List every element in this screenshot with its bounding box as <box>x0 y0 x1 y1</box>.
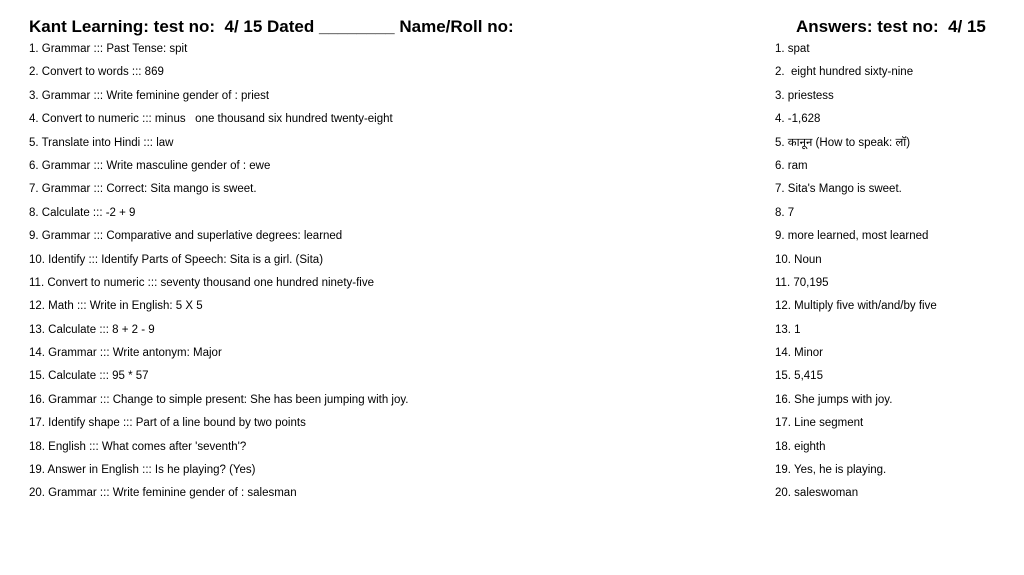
question-item: 9. Grammar ::: Comparative and superlative degrees: learned <box>29 230 343 243</box>
answer-item: 11. 70,195 <box>775 276 829 289</box>
question-item: 17. Identify shape ::: Part of a line bound by two points <box>29 417 306 430</box>
answer-item: 19. Yes, he is playing. <box>775 464 887 477</box>
answer-item: 10. Noun <box>775 253 822 266</box>
answer-item: 12. Multiply five with/and/by five <box>775 300 937 313</box>
question-item: 20. Grammar ::: Write feminine gender of : salesman <box>29 487 297 500</box>
answer-item: 2. eight hundred sixty-nine <box>775 66 914 79</box>
question-item: 16. Grammar ::: Change to simple present: She has been jumping with joy. <box>29 393 409 406</box>
answer-item: 13. 1 <box>775 323 801 336</box>
question-item: 5. Translate into Hindi ::: law <box>29 136 174 149</box>
answer-item: 17. Line segment <box>775 417 864 430</box>
question-item: 15. Calculate ::: 95 * 57 <box>29 370 149 383</box>
question-item: 11. Convert to numeric ::: seventy thousand one hundred ninety-five <box>29 276 374 289</box>
answer-item: 6. ram <box>775 159 808 172</box>
question-item: 7. Grammar ::: Correct: Sita mango is sweet. <box>29 183 257 196</box>
question-item: 6. Grammar ::: Write masculine gender of : ewe <box>29 159 271 172</box>
question-item: 12. Math ::: Write in English: 5 X 5 <box>29 300 203 313</box>
question-item: 1. Grammar ::: Past Tense: spit <box>29 43 188 55</box>
question-item: 10. Identify ::: Identify Parts of Speech: Sita is a girl. (Sita) <box>29 253 324 266</box>
answer-item: 20. saleswoman <box>775 487 859 500</box>
question-item: 3. Grammar ::: Write feminine gender of : priest <box>29 89 270 102</box>
question-item: 14. Grammar ::: Write antonym: Major <box>29 347 222 360</box>
answer-item: 5. कानून (How to speak: लॉ) <box>775 136 911 149</box>
answers-title: Answers: test no: 4/ 15 <box>796 17 986 36</box>
answer-item: 8. 7 <box>775 206 795 219</box>
answer-item: 9. more learned, most learned <box>775 230 929 243</box>
question-item: 19. Answer in English ::: Is he playing? (Yes) <box>29 464 256 477</box>
test-title: Kant Learning: test no: 4/ 15 Dated ________ Name/Roll no: <box>29 17 514 36</box>
answer-item: 18. eighth <box>775 440 826 453</box>
question-item: 4. Convert to numeric ::: minus one thousand six hundred twenty-eight <box>29 113 393 126</box>
answer-item: 3. priestess <box>775 89 834 102</box>
answer-item: 14. Minor <box>775 347 823 360</box>
answer-item: 4. -1,628 <box>775 113 821 126</box>
question-item: 18. English ::: What comes after 'seventh'? <box>29 440 247 453</box>
answer-item: 7. Sita's Mango is sweet. <box>775 183 902 196</box>
question-list <box>29 40 749 508</box>
question-item: 8. Calculate ::: -2 + 9 <box>29 206 136 219</box>
answer-item: 16. She jumps with joy. <box>775 393 893 406</box>
question-item: 2. Convert to words ::: 869 <box>29 66 164 79</box>
answer-item: 1. spat <box>775 43 810 55</box>
answer-item: 15. 5,415 <box>775 370 823 383</box>
answer-list <box>775 40 1015 508</box>
question-item: 13. Calculate ::: 8 + 2 - 9 <box>29 323 155 336</box>
